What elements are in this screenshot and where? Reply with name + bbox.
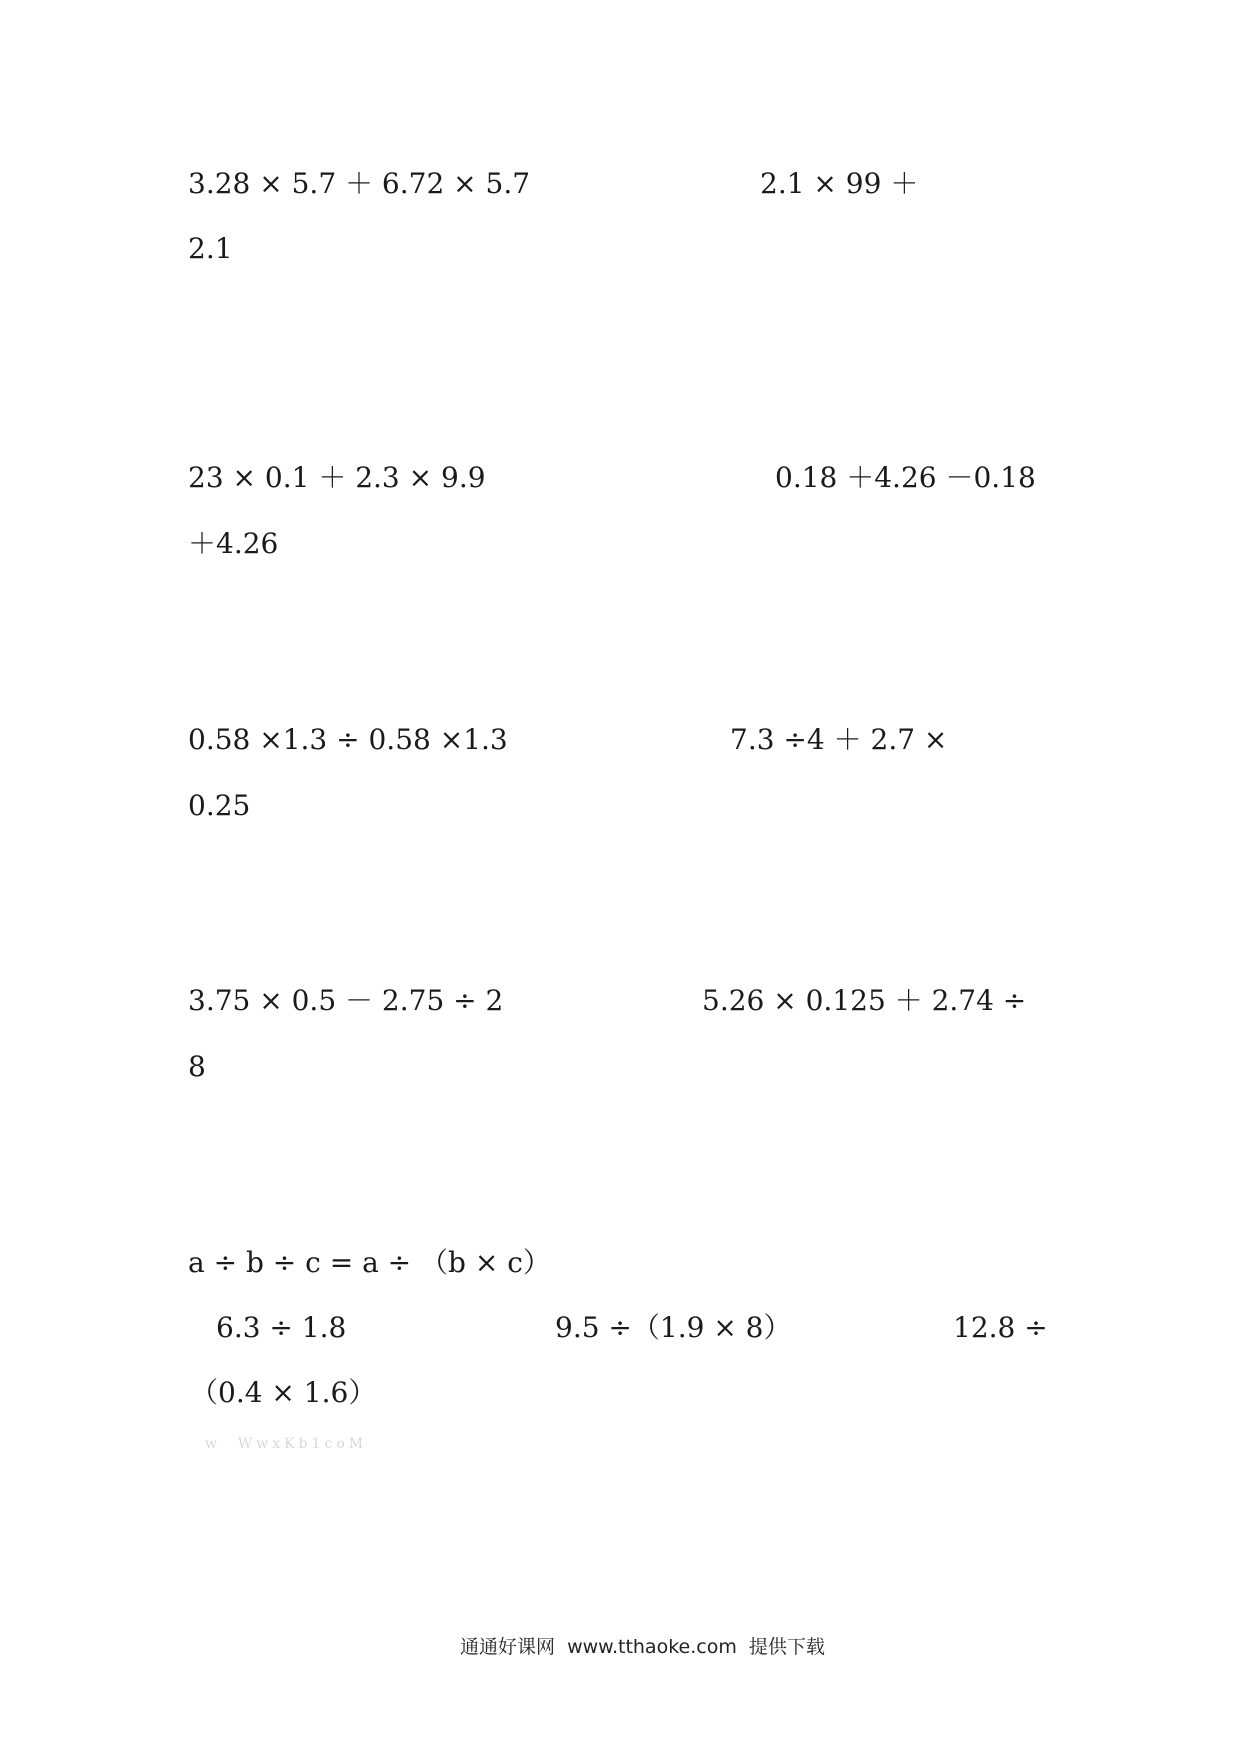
rule-problem-3-continued: （0.4 × 1.6） xyxy=(190,1376,377,1409)
rule-problem-3: 12.8 ÷ xyxy=(953,1311,1048,1344)
problem-4b-continued: 8 xyxy=(188,1050,206,1083)
problem-2b-continued: ＋4.26 xyxy=(188,527,279,560)
page-footer: 通通好课网 www.tthaoke.com 提供下载 xyxy=(460,1636,825,1658)
problem-4a: 3.75 × 0.5 － 2.75 ÷ 2 xyxy=(188,984,504,1017)
problem-3a: 0.58 ×1.3 ÷ 0.58 ×1.3 xyxy=(188,723,508,756)
problem-3b: 7.3 ÷4 ＋ 2.7 × xyxy=(730,723,948,756)
division-rule: a ÷ b ÷ c = a ÷ （b × c） xyxy=(188,1246,551,1279)
problem-4b: 5.26 × 0.125 ＋ 2.74 ÷ xyxy=(702,984,1027,1017)
rule-problem-1: 6.3 ÷ 1.8 xyxy=(216,1311,347,1344)
problem-2a: 23 × 0.1 ＋ 2.3 × 9.9 xyxy=(188,461,486,494)
problem-1b: 2.1 × 99 ＋ xyxy=(760,167,919,200)
problem-1a: 3.28 × 5.7 ＋ 6.72 × 5.7 xyxy=(188,167,531,200)
watermark: w WwxKb1coM xyxy=(205,1436,368,1452)
problem-1b-continued: 2.1 xyxy=(188,232,233,265)
rule-problem-2: 9.5 ÷（1.9 × 8） xyxy=(555,1311,792,1344)
problem-2b: 0.18 ＋4.26 －0.18 xyxy=(775,461,1036,494)
problem-3b-continued: 0.25 xyxy=(188,789,251,822)
